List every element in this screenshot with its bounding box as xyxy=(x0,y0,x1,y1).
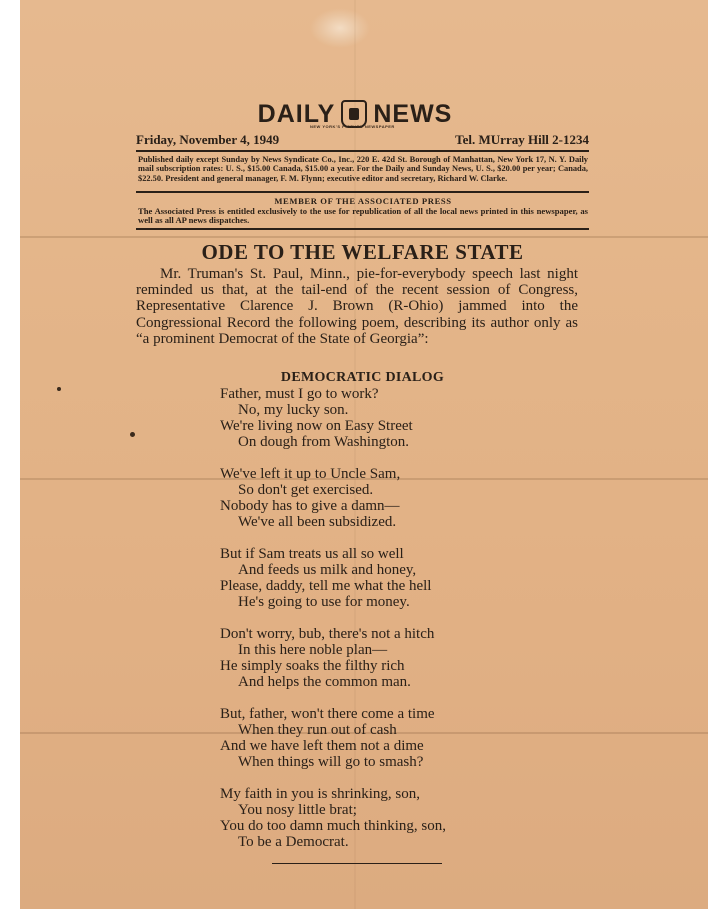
poem-line: You do too damn much thinking, son, xyxy=(220,818,446,834)
poem-line: And helps the common man. xyxy=(238,674,411,690)
stanza xyxy=(220,546,540,610)
poem-line: Father, must I go to work? xyxy=(220,386,379,402)
poem-line: Don't worry, bub, there's not a hitch xyxy=(220,626,435,642)
end-divider xyxy=(272,863,442,864)
stanza xyxy=(220,466,540,530)
poem-line: No, my lucky son. xyxy=(238,402,349,418)
article-intro-text: Mr. Truman's St. Paul, Minn., pie-for-everybody speech last night reminded us that, at the tail-end of the recent session of Congress, Representative Clarence J. Brown (R-Ohio) jammed into the Congressional Record the following poem, describing its author only as “a prominent Democrat of the State of Georgia”: xyxy=(136,266,578,347)
poem-line: He simply soaks the filthy rich xyxy=(220,658,405,674)
divider xyxy=(136,228,589,230)
poem-line: My faith in you is shrinking, son, xyxy=(220,786,421,802)
masthead-subtitle: NEW YORK'S PICTURE NEWSPAPER xyxy=(310,124,395,129)
telephone: Tel. MUrray Hill 2-1234 xyxy=(455,132,589,147)
divider xyxy=(136,150,589,152)
poem-line: Nobody has to give a damn— xyxy=(220,498,400,514)
poem-line: When things will go to smash? xyxy=(238,754,424,770)
issue-date: Friday, November 4, 1949 xyxy=(136,132,280,147)
article-headline: ODE TO THE WELFARE STATE xyxy=(201,240,524,264)
poem-line: Please, daddy, tell me what the hell xyxy=(220,578,432,594)
stanza xyxy=(220,386,540,450)
publication-info: Published daily except Sunday by News Syndicate Co., Inc., 220 E. 42d St. Borough of Manhattan, New York 17, N. Y. Daily mail subscription rates: U. S., $15.00 Canada, $15.00 a year. For the Daily and Sunday News, U. S., $20.00 per year; Canada, $22.50. President and general manager, F. M. Flynn; executive editor and secretary, Richard W. Clarke. xyxy=(138,155,588,183)
masthead-left: DAILY xyxy=(257,99,336,128)
poem-line: When they run out of cash xyxy=(238,722,397,738)
poem-line: We're living now on Easy Street xyxy=(220,418,413,434)
member-text: The Associated Press is entitled exclusively to the use for republication of all the local news printed in this newspaper, as well as all AP news dispatches. xyxy=(138,206,588,226)
stanza xyxy=(220,626,540,690)
poem xyxy=(220,386,540,866)
poem-line: In this here noble plan— xyxy=(238,642,388,658)
poem-line: On dough from Washington. xyxy=(238,434,410,450)
poem-line: And we have left them not a dime xyxy=(220,738,424,754)
ink-blot xyxy=(130,432,135,437)
poem-line: He's going to use for money. xyxy=(238,594,410,610)
masthead-right: NEWS xyxy=(373,99,453,128)
poem-line: But if Sam treats us all so well xyxy=(220,546,404,562)
ink-blot xyxy=(57,387,61,391)
stanza xyxy=(220,706,540,770)
stanza xyxy=(220,786,540,850)
poem-line: We've all been subsidized. xyxy=(238,514,397,530)
fold-crease xyxy=(20,236,708,238)
poem-line: We've left it up to Uncle Sam, xyxy=(220,466,401,482)
poem-line: To be a Democrat. xyxy=(238,834,349,850)
divider xyxy=(136,191,589,193)
poem-line: And feeds us milk and honey, xyxy=(238,562,417,578)
poem-line: So don't get exercised. xyxy=(238,482,374,498)
poem-title: DEMOCRATIC DIALOG xyxy=(280,370,445,385)
poem-line: You nosy little brat; xyxy=(238,802,357,818)
dateline xyxy=(136,132,589,148)
poem-line: But, father, won't there come a time xyxy=(220,706,435,722)
article-intro xyxy=(136,266,578,347)
paper-tear xyxy=(310,8,370,48)
member-heading: MEMBER OF THE ASSOCIATED PRESS xyxy=(274,196,452,206)
